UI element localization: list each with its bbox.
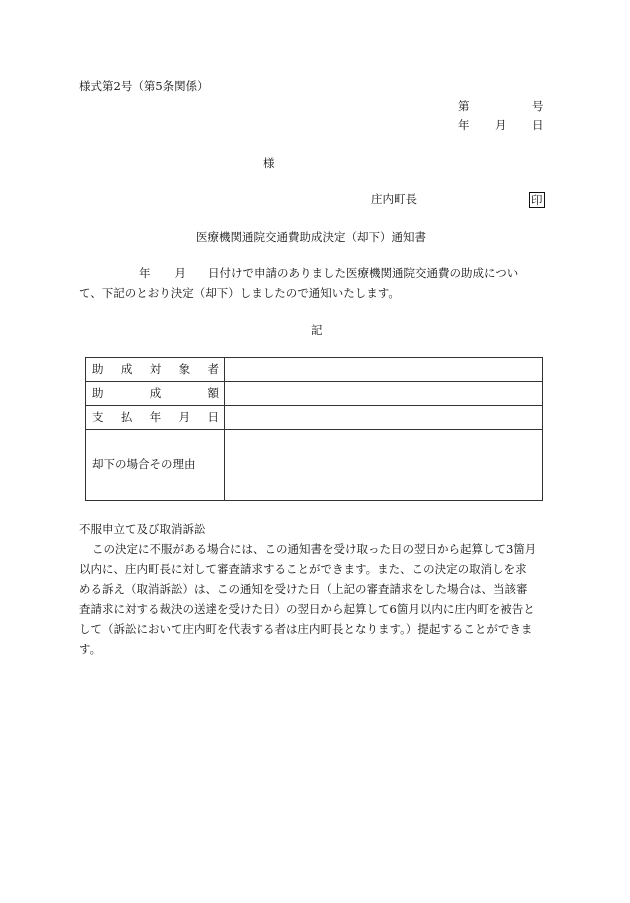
table-row [86,430,543,501]
objection-line: める訴え（取消訴訟）は、この通知を受けた日（上記の審査請求をした場合は、当該審 [79,582,528,596]
date-month-label: 月 [495,118,507,132]
date-day-label: 日 [532,118,544,132]
row-value-rejection-reason [225,430,543,501]
objection-line: して（訴訟において庄内町を代表する者は庄内町長となります。）提起することができま [79,622,533,636]
recipient-honorific: 様 [263,156,275,170]
document-number-prefix: 第 [458,99,470,113]
date-year-label: 年 [458,118,470,132]
intro-line-2: て、下記のとおり決定（却下）しましたので通知いたします。 [79,286,400,300]
row-value-amount [225,382,543,406]
document-number-suffix: 号 [532,99,544,113]
intro-year-label: 年 [139,266,151,280]
objection-line: この決定に不服がある場合には、この通知書を受け取った日の翌日から起算して3箇月 [92,542,537,556]
objection-line: 以内に、庄内町長に対して審査請求することができます。また、この決定の取消しを求 [79,562,527,576]
row-label-rejection-reason: 却下の場合その理由 [86,430,225,501]
issuer-name: 庄内町長 [371,192,417,206]
objection-line: 査請求に対する裁決の送達を受けた日）の翌日から起算して6箇月以内に庄内町を被告と [79,602,535,616]
document-title: 医療機関通院交通費助成決定（却下）通知書 [196,230,426,244]
objection-line: す。 [79,642,102,656]
intro-line-1-text: 日付けで申請のありました医療機関通院交通費の助成につい [208,266,519,280]
table-row [86,382,543,406]
seal-mark: 印 [531,193,543,207]
intro-month-label: 月 [174,266,186,280]
row-label-beneficiary: 助成対象者 [86,358,225,382]
table-row [86,406,543,430]
row-value-payment-date [225,406,543,430]
table-row [86,358,543,382]
detail-table [85,357,543,501]
row-label-payment-date: 支払年月日 [86,406,225,430]
ki-mark: 記 [311,323,323,337]
row-value-beneficiary [225,358,543,382]
form-number: 様式第2号（第5条関係） [79,79,209,93]
row-label-amount: 助成額 [86,382,225,406]
intro-line-1 [79,268,518,280]
objection-heading: 不服申立て及び取消訴訟 [79,522,206,536]
